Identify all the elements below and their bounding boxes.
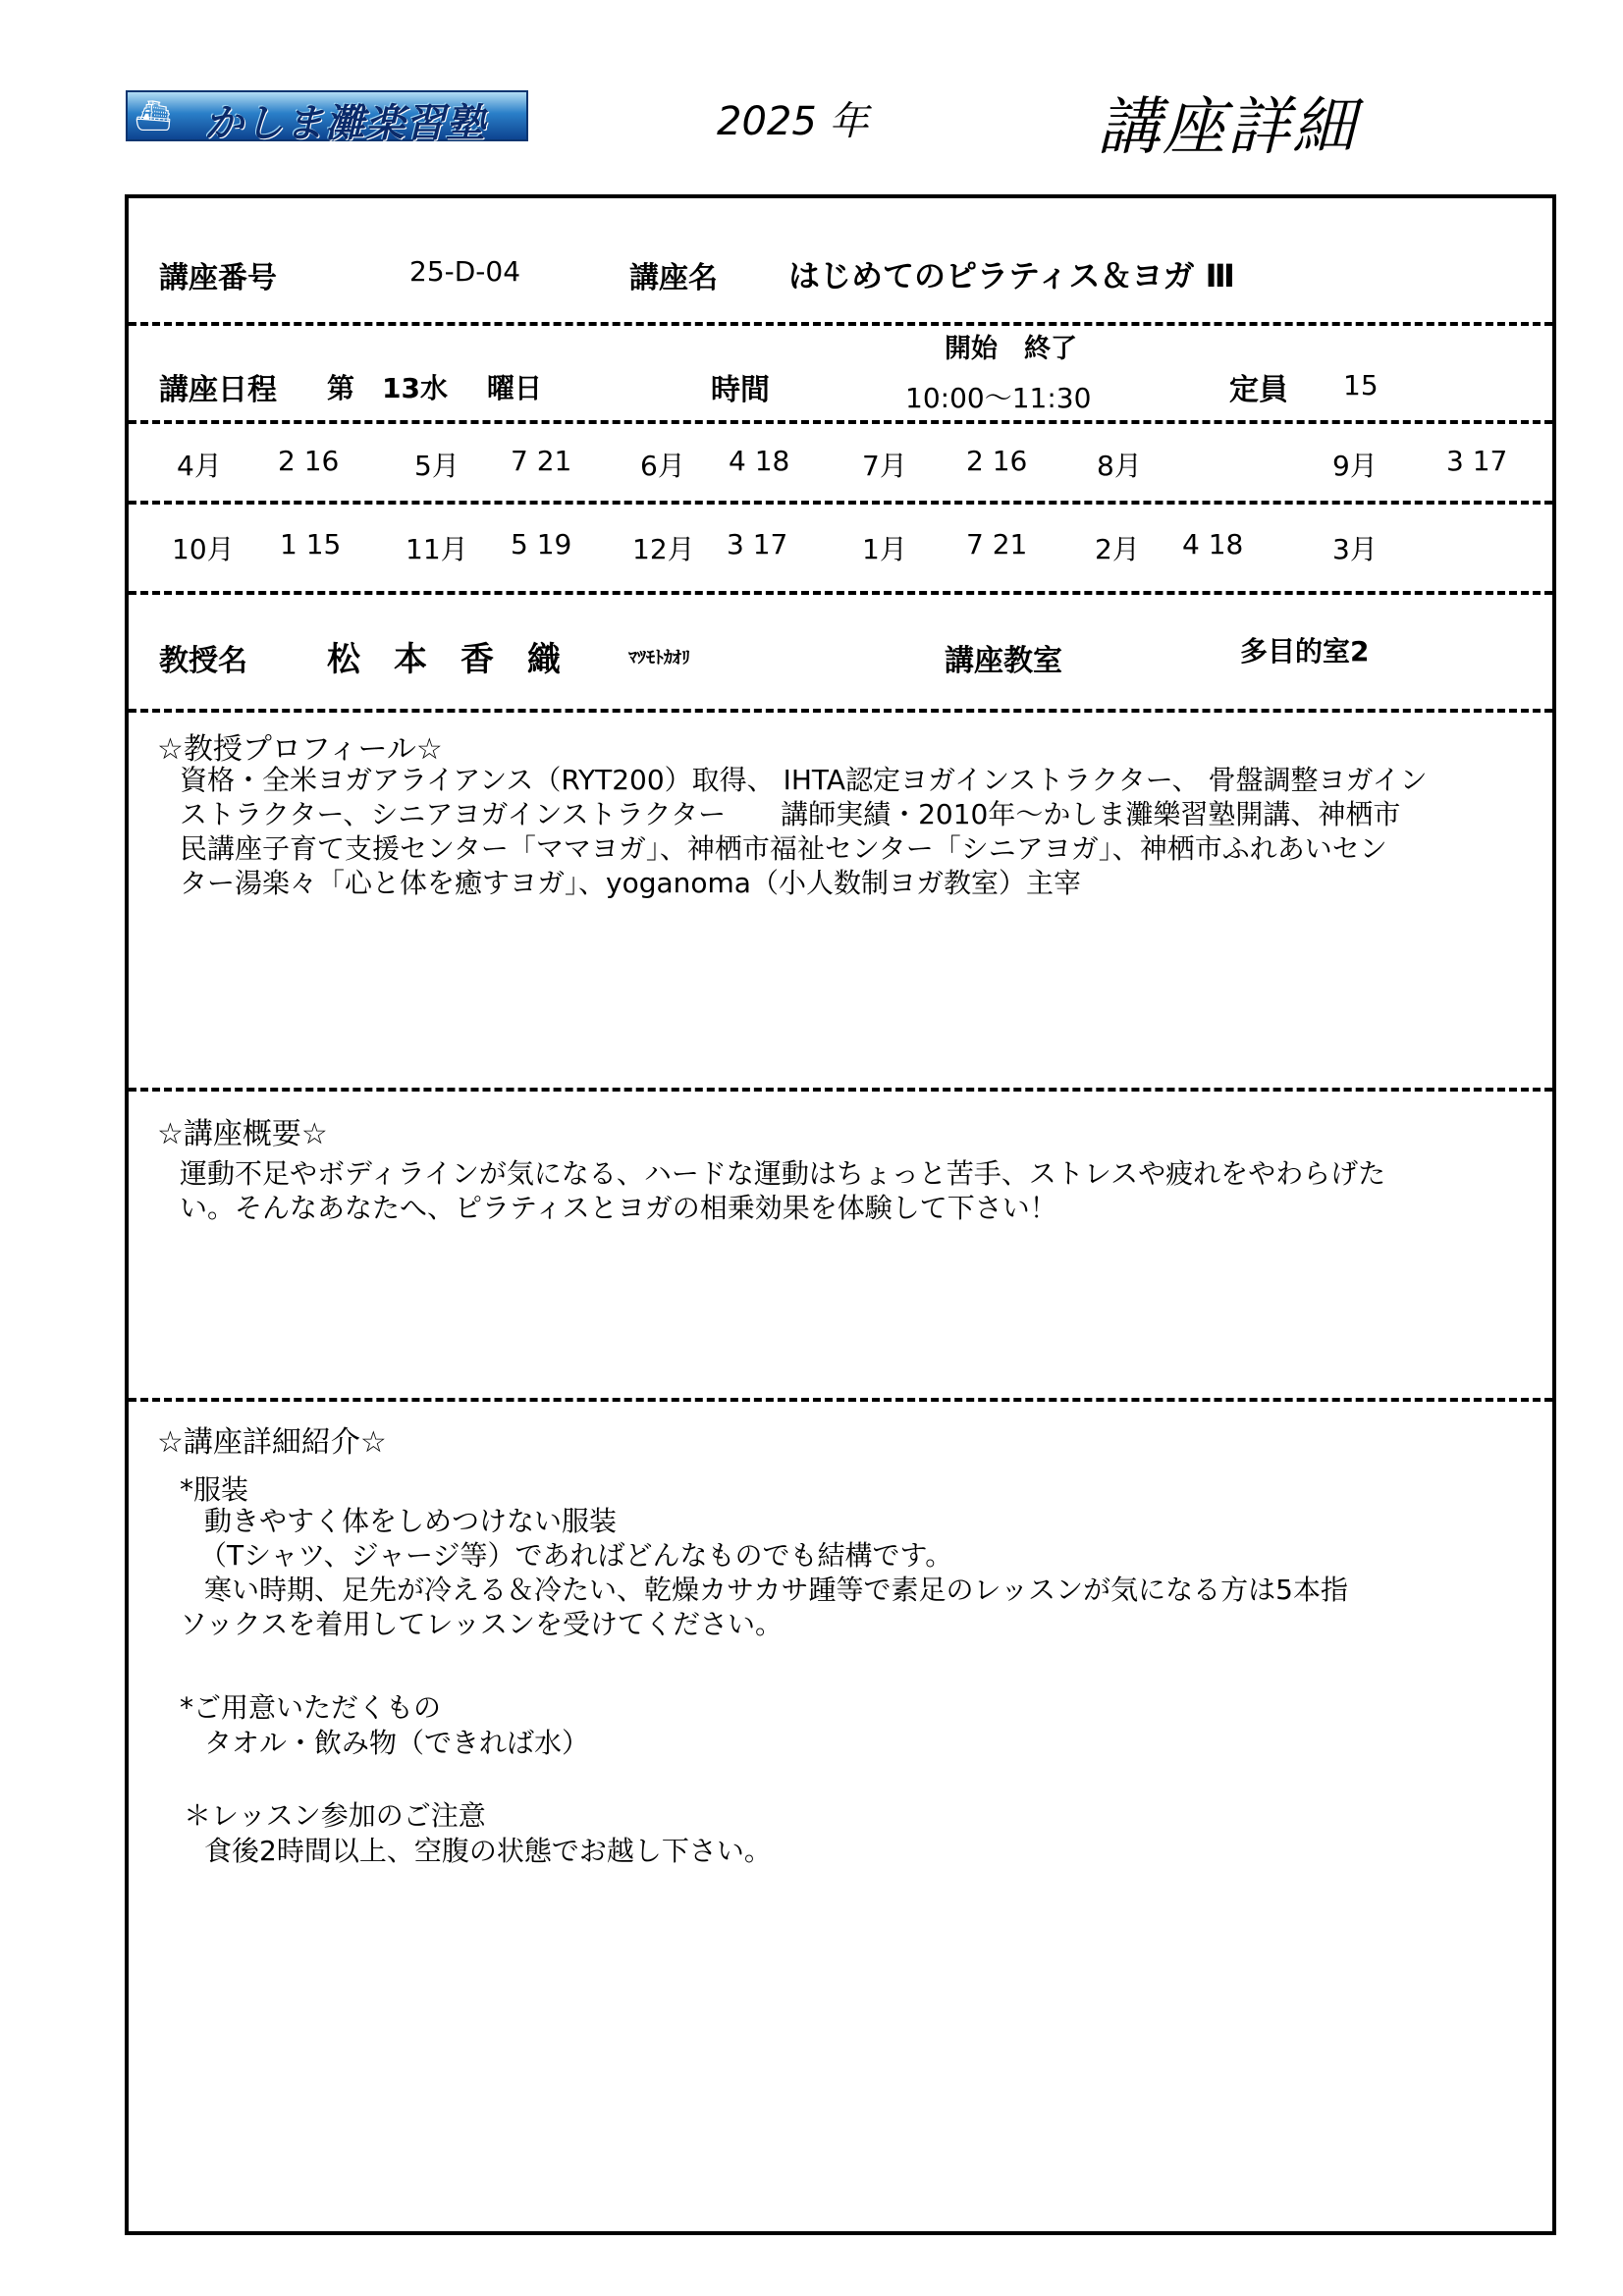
year: 2025 年 — [717, 99, 869, 144]
notes-title: ＊レッスン参加のご注意 — [184, 1799, 486, 1832]
items-line: タオル・飲み物（できれば水） — [204, 1727, 590, 1759]
room-name: 多目的室2 — [1240, 635, 1370, 667]
divider — [129, 709, 1552, 713]
clothing-line: ソックスを着用してレッスンを受けてください。 — [180, 1608, 784, 1640]
month-days: 7 21 — [966, 528, 1028, 561]
capacity-value: 15 — [1343, 369, 1379, 401]
instructor-kana: ﾏﾂﾓﾄｶｵﾘ — [628, 648, 690, 668]
month-days: 4 18 — [1182, 528, 1244, 561]
course-name-label: 講座名 — [629, 261, 718, 295]
month-label: 2月 — [1095, 533, 1140, 565]
profile-text — [180, 763, 1544, 900]
course-number: 25-D-04 — [409, 255, 521, 288]
capacity-label: 定員 — [1229, 373, 1288, 407]
month-days: 4 18 — [729, 445, 790, 477]
month-label: 7月 — [862, 450, 907, 482]
month-days: 2 16 — [966, 445, 1028, 477]
time-range: 10:00～11:30 — [905, 382, 1092, 414]
items-title: *ご用意いただくもの — [180, 1691, 442, 1724]
weekday-label: 曜日 — [487, 372, 543, 404]
month-label: 12月 — [632, 533, 695, 565]
logo-text: かしま灘楽習塾 — [204, 101, 486, 146]
page-title: 講座詳細 — [1098, 91, 1357, 164]
clothing-line: 動きやすく体をしめつけない服装 — [204, 1505, 618, 1537]
clothing-line: 寒い時期、足先が冷える＆冷たい、乾燥カサカサ踵等で素足のレッスンが気になる方は5本指 — [204, 1574, 1348, 1606]
notes-line: 食後2時間以上、空腹の状態でお越し下さい。 — [204, 1835, 772, 1867]
time-label: 時間 — [711, 373, 770, 407]
month-label: 11月 — [406, 533, 468, 565]
divider — [129, 591, 1552, 595]
logo — [126, 90, 528, 146]
clothing-line: （Tシャツ、ジャージ等）であればどんなものでも結構です。 — [199, 1539, 953, 1572]
schedule-week: 第 13水 — [327, 372, 448, 404]
divider — [129, 1088, 1552, 1092]
instructor-name: 松 本 香 織 — [327, 640, 561, 679]
course-number-label: 講座番号 — [159, 261, 277, 295]
month-label: 6月 — [640, 450, 685, 482]
overview-line: い。そんなあなたへ、ピラティスとヨガの相乗効果を体験して下さい！ — [180, 1192, 1057, 1224]
details-heading: ☆講座詳細紹介☆ — [157, 1425, 387, 1460]
month-days: 5 19 — [511, 528, 572, 561]
overview-text — [180, 1156, 1544, 1225]
month-label: 4月 — [177, 450, 222, 482]
divider — [129, 501, 1552, 505]
month-label: 1月 — [862, 533, 907, 565]
divider — [129, 420, 1552, 424]
profile-line: 資格・全米ヨガアライアンス（RYT200）取得、 IHTA認定ヨガインストラクター、 骨盤調整ヨガイン — [180, 764, 1428, 796]
schedule-label: 講座日程 — [159, 373, 277, 407]
month-days: 3 17 — [727, 528, 788, 561]
profile-line: 民講座子育て支援センター「ママヨガ」、神栖市福祉センター「シニアヨガ」、神栖市ふれあいセン — [180, 832, 1387, 865]
month-label: 8月 — [1097, 450, 1142, 482]
course-name: はじめてのピラティス＆ヨガ Ⅲ — [788, 257, 1235, 294]
month-days: 1 15 — [280, 528, 342, 561]
month-days: 7 21 — [511, 445, 572, 477]
month-label: 3月 — [1332, 533, 1378, 565]
profile-line: ター湯楽々「心と体を癒すヨガ」、yoganoma（小人数制ヨガ教室）主宰 — [180, 867, 1081, 899]
clothing-title: *服装 — [180, 1473, 249, 1506]
room-label: 講座教室 — [945, 644, 1062, 678]
instructor-label: 教授名 — [159, 644, 247, 678]
overview-heading: ☆講座概要☆ — [157, 1117, 328, 1151]
divider — [129, 322, 1552, 326]
month-days: 2 16 — [278, 445, 340, 477]
overview-line: 運動不足やボディラインが気になる、ハードな運動はちょっと苦手、ストレスや疲れをやわらげた — [180, 1157, 1386, 1190]
month-label: 10月 — [172, 533, 235, 565]
profile-line: ストラクター、シニアヨガインストラクター 講師実績・2010年～かしま灘樂習塾開講、神栖市 — [180, 798, 1401, 830]
boat-icon: ⛴ — [134, 99, 173, 133]
month-days: 3 17 — [1446, 445, 1508, 477]
start-end-label: 開始 終了 — [945, 334, 1077, 364]
clothing-text — [180, 1504, 1544, 1641]
month-label: 5月 — [414, 450, 460, 482]
profile-heading: ☆教授プロフィール☆ — [157, 732, 443, 767]
month-label: 9月 — [1332, 450, 1378, 482]
divider — [129, 1398, 1552, 1402]
